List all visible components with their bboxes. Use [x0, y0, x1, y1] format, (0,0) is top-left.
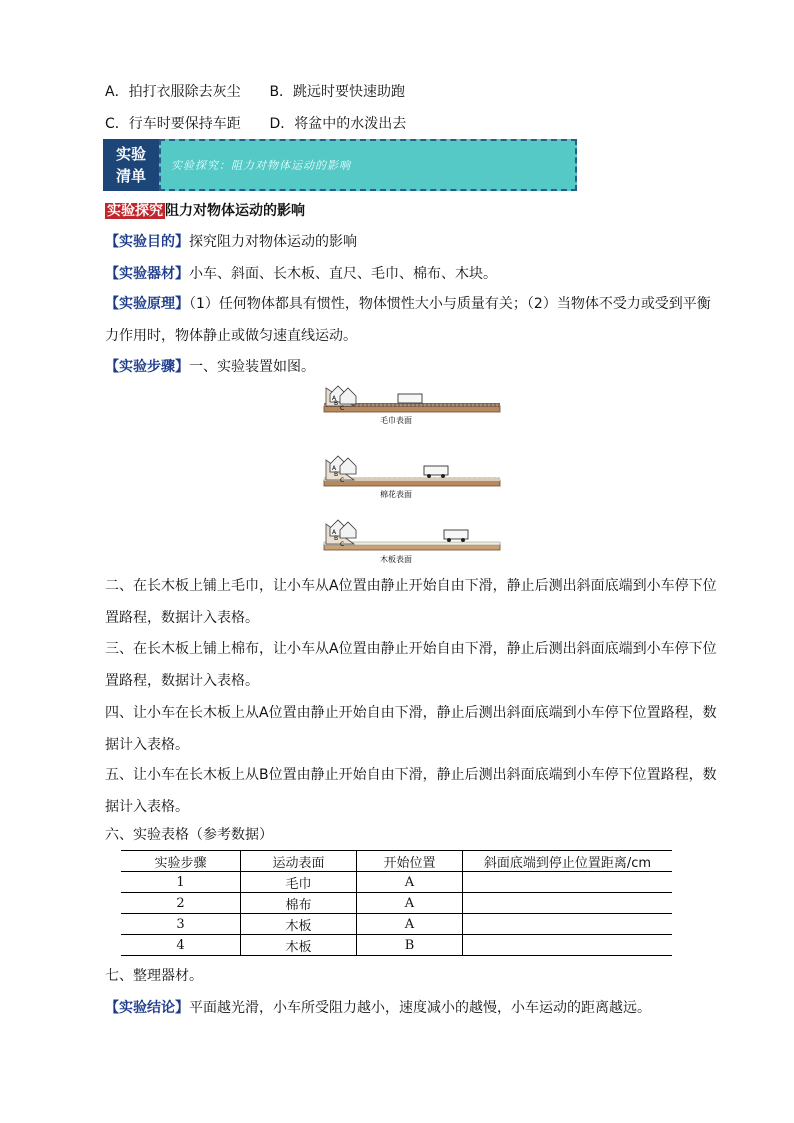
table-row: 2 棉布 A — [121, 893, 672, 914]
caption-cotton: 棉花表面 — [380, 490, 412, 499]
option-row-1 — [105, 82, 405, 102]
banner-title: 实验探究：阻力对物体运动的影响 — [159, 139, 577, 191]
section-heading — [105, 201, 305, 221]
step-4: 四、让小车在长木板上从A位置由静止开始自由下滑，静止后测出斜面底端到小车停下位置路程，数据计入表格。 — [105, 705, 717, 753]
option-a: A．拍打衣服除去灰尘 — [105, 84, 241, 100]
apparatus-figure — [320, 380, 504, 568]
label-b-2: B — [334, 471, 339, 478]
apparatus-illustration — [320, 380, 504, 568]
option-row-2 — [105, 114, 406, 134]
banner-label-line1: 实验 — [115, 145, 146, 163]
header-step: 实验步骤 — [121, 851, 241, 872]
caption-towel: 毛巾表面 — [380, 416, 412, 425]
experiment-banner — [103, 139, 577, 191]
caption-wood: 木板表面 — [380, 555, 412, 564]
option-c: C．行车时要保持车距 — [105, 116, 241, 132]
option-b: B．跳远时要快速助跑 — [269, 84, 406, 100]
purpose-line — [105, 232, 357, 252]
label-c-3: C — [340, 541, 345, 548]
label-a-2: A — [332, 465, 337, 472]
header-distance: 斜面底端到停止位置距离/cm — [463, 851, 673, 872]
towel-panel — [324, 386, 500, 425]
conclusion-line — [105, 998, 651, 1018]
principle-text: （1）任何物体都具有惯性，物体惯性大小与质量有关；（2）当物体不受力或受到平衡力作用时，物体静止或做匀速直线运动。 — [105, 296, 711, 344]
option-d: D．将盆中的水泼出去 — [269, 116, 407, 132]
table-header-row — [121, 851, 672, 872]
purpose-label: 【实验目的】 — [105, 234, 189, 250]
equipment-line — [105, 264, 497, 284]
equipment-label: 【实验器材】 — [105, 266, 189, 282]
purpose-text: 探究阻力对物体运动的影响 — [189, 234, 357, 250]
data-table — [121, 850, 672, 956]
header-surface: 运动表面 — [241, 851, 357, 872]
table-row: 4 木板 B — [121, 935, 672, 956]
conclusion-text: 平面越光滑，小车所受阻力越小，速度减小的越慢，小车运动的距离越远。 — [189, 1000, 651, 1016]
conclusion-label: 【实验结论】 — [105, 1000, 189, 1016]
wood-panel — [324, 520, 500, 564]
section-title: 阻力对物体运动的影响 — [165, 203, 305, 219]
banner-label — [103, 139, 159, 191]
label-c-2: C — [340, 477, 345, 484]
banner-label-line2: 清单 — [115, 167, 146, 185]
steps-intro-text: 一、实验装置如图。 — [189, 359, 315, 375]
step-3: 三、在长木板上铺上棉布，让小车从A位置由静止开始自由下滑，静止后测出斜面底端到小车停下位置路程，数据计入表格。 — [105, 641, 717, 689]
equipment-text: 小车、斜面、长木板、直尺、毛巾、棉布、木块。 — [189, 266, 497, 282]
step-2: 二、在长木板上铺上毛巾，让小车从A位置由静止开始自由下滑，静止后测出斜面底端到小车停下位置路程，数据计入表格。 — [105, 578, 717, 626]
section-tag: 实验探究 — [107, 203, 163, 219]
label-c-1: C — [340, 405, 345, 412]
label-a-3: A — [332, 529, 337, 536]
step-5: 五、让小车在长木板上从B位置由静止开始自由下滑，静止后测出斜面底端到小车停下位置路程，数据计入表格。 — [105, 767, 717, 815]
label-b-1: B — [334, 400, 339, 407]
principle-label: 【实验原理】 — [105, 296, 189, 312]
label-a-1: A — [332, 395, 337, 402]
steps-intro-line — [105, 357, 315, 377]
steps-label: 【实验步骤】 — [105, 359, 189, 375]
table-row: 3 木板 A — [121, 914, 672, 935]
principle-paragraph — [105, 289, 723, 352]
label-b-3: B — [334, 535, 339, 542]
cotton-panel — [324, 456, 500, 499]
step-7: 七、整理器材。 — [105, 968, 203, 984]
table-row: 1 毛巾 A — [121, 872, 672, 893]
header-start: 开始位置 — [357, 851, 463, 872]
table-title: 六、实验表格（参考数据） — [105, 827, 273, 843]
